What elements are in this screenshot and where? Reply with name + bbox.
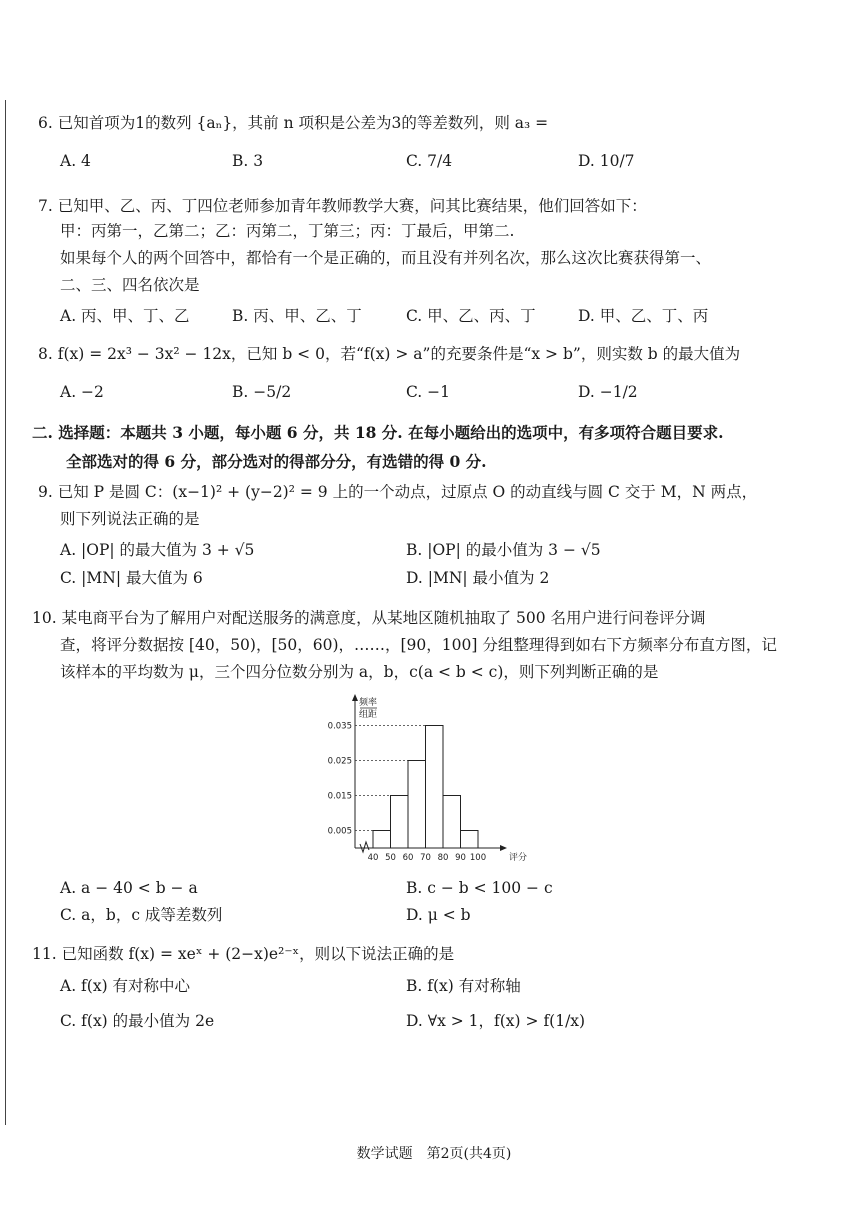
y-tick-label: 0.035 bbox=[327, 721, 352, 732]
y-tick-label: 0.005 bbox=[327, 826, 352, 837]
section2-heading: 二. 选择题：本题共 3 小题，每小题 6 分，共 18 分. 在每小题给出的选项中，有多项符合题目要求. bbox=[32, 423, 724, 442]
q7-line4: 二、三、四名依次是 bbox=[60, 276, 200, 294]
q8-option-d: D. −1/2 bbox=[578, 383, 638, 401]
y-axis-label-top: 频率 bbox=[358, 698, 378, 708]
y-axis-arrow bbox=[352, 694, 358, 701]
x-tick-label: 40 bbox=[367, 853, 379, 863]
histogram-bar bbox=[373, 831, 391, 849]
y-axis-label-bottom: 组距 bbox=[358, 710, 378, 720]
q7-option-d: D. 甲、乙、丁、丙 bbox=[578, 307, 709, 325]
q6-option-c: C. 7/4 bbox=[406, 152, 453, 170]
q8-option-b: B. −5/2 bbox=[232, 383, 292, 401]
q6-option-a: A. 4 bbox=[60, 152, 91, 170]
q7-line3: 如果每个人的两个回答中，都恰有一个是正确的，而且没有并列名次，那么这次比赛获得第一、 bbox=[60, 249, 712, 267]
q6-option-d: D. 10/7 bbox=[578, 152, 635, 170]
histogram-bar bbox=[426, 726, 444, 849]
q10-line2: 查，将评分数据按 [40，50)，[50，60)，……，[90，100] 分组整理得到如右下方频率分布直方图，记 bbox=[60, 636, 777, 654]
axis-break-mark bbox=[360, 842, 369, 852]
q9-option-d: D. |MN| 最小值为 2 bbox=[406, 569, 550, 587]
page-footer: 数学试题 第2页(共4页) bbox=[356, 1146, 512, 1162]
q10-option-d: D. μ < b bbox=[406, 906, 471, 924]
x-tick-label: 70 bbox=[420, 853, 431, 863]
q11-option-c: C. f(x) 的最小值为 2e bbox=[60, 1012, 215, 1030]
q7-option-a: A. 丙、甲、丁、乙 bbox=[60, 307, 190, 325]
x-tick-label: 50 bbox=[385, 853, 396, 863]
q10-option-c: C. a，b，c 成等差数列 bbox=[60, 906, 223, 924]
q11-option-a: A. f(x) 有对称中心 bbox=[60, 977, 191, 995]
histogram-bar bbox=[443, 796, 461, 849]
q11-option-d: D. ∀x > 1，f(x) > f(1/x) bbox=[406, 1012, 586, 1030]
histogram-bar bbox=[461, 831, 479, 849]
q8-stem: 8. f(x) = 2x³ − 3x² − 12x，已知 b < 0，若“f(x) > a”的充要条件是“x > b”，则实数 b 的最大值为 bbox=[38, 345, 741, 363]
q6-option-b: B. 3 bbox=[232, 152, 264, 170]
q7-option-c: C. 甲、乙、丙、丁 bbox=[406, 307, 536, 325]
q9-line2: 则下列说法正确的是 bbox=[60, 510, 200, 528]
q10-option-a: A. a − 40 < b − a bbox=[60, 879, 198, 897]
histogram-bar bbox=[408, 761, 426, 849]
q9-option-c: C. |MN| 最大值为 6 bbox=[60, 569, 203, 587]
q11-stem: 11. 已知函数 f(x) = xeˣ + (2−x)e²⁻ˣ，则以下说法正确的是 bbox=[32, 945, 455, 963]
q11-option-b: B. f(x) 有对称轴 bbox=[406, 977, 521, 995]
q9-option-b: B. |OP| 的最小值为 3 − √5 bbox=[406, 541, 601, 559]
q9-stem: 9. 已知 P 是圆 C：(x−1)² + (y−2)² = 9 上的一个动点，过原点 O 的动直线与圆 C 交于 M，N 两点， bbox=[38, 483, 758, 501]
q7-line2: 甲：丙第一，乙第二；乙：丙第二，丁第三；丙：丁最后，甲第二. bbox=[60, 222, 515, 240]
x-axis-label: 评分 bbox=[508, 853, 528, 863]
x-tick-label: 90 bbox=[455, 853, 466, 863]
q6-stem: 6. 已知首项为1的数列 {aₙ}，其前 n 项积是公差为3的等差数列，则 a₃ = bbox=[38, 114, 549, 132]
q9-option-a: A. |OP| 的最大值为 3 + √5 bbox=[60, 541, 255, 559]
y-tick-label: 0.015 bbox=[327, 791, 352, 802]
q10-stem: 10. 某电商平台为了解用户对配送服务的满意度，从某地区随机抽取了 500 名用户进行问卷评分调 bbox=[32, 609, 706, 627]
histogram-bar bbox=[391, 796, 409, 849]
x-tick-label: 60 bbox=[402, 853, 414, 863]
section2-instructions: 全部选对的得 6 分，部分选对的得部分分，有选错的得 0 分. bbox=[66, 452, 487, 471]
q8-option-c: C. −1 bbox=[406, 383, 451, 401]
q7-option-b: B. 丙、甲、乙、丁 bbox=[232, 307, 362, 325]
frequency-histogram bbox=[308, 690, 538, 866]
q10-line3: 该样本的平均数为 μ，三个四分位数分别为 a，b，c(a < b < c)，则下列判断正确的是 bbox=[60, 663, 659, 681]
left-margin-line bbox=[5, 100, 6, 1125]
q8-option-a: A. −2 bbox=[60, 383, 104, 401]
y-tick-label: 0.025 bbox=[327, 756, 352, 767]
x-tick-label: 80 bbox=[437, 853, 449, 863]
x-axis-arrow bbox=[500, 845, 507, 851]
x-tick-label: 100 bbox=[469, 853, 487, 863]
q7-stem: 7. 已知甲、乙、丙、丁四位老师参加青年教师教学大赛，问其比赛结果，他们回答如下： bbox=[38, 197, 647, 215]
q10-option-b: B. c − b < 100 − c bbox=[406, 879, 553, 897]
